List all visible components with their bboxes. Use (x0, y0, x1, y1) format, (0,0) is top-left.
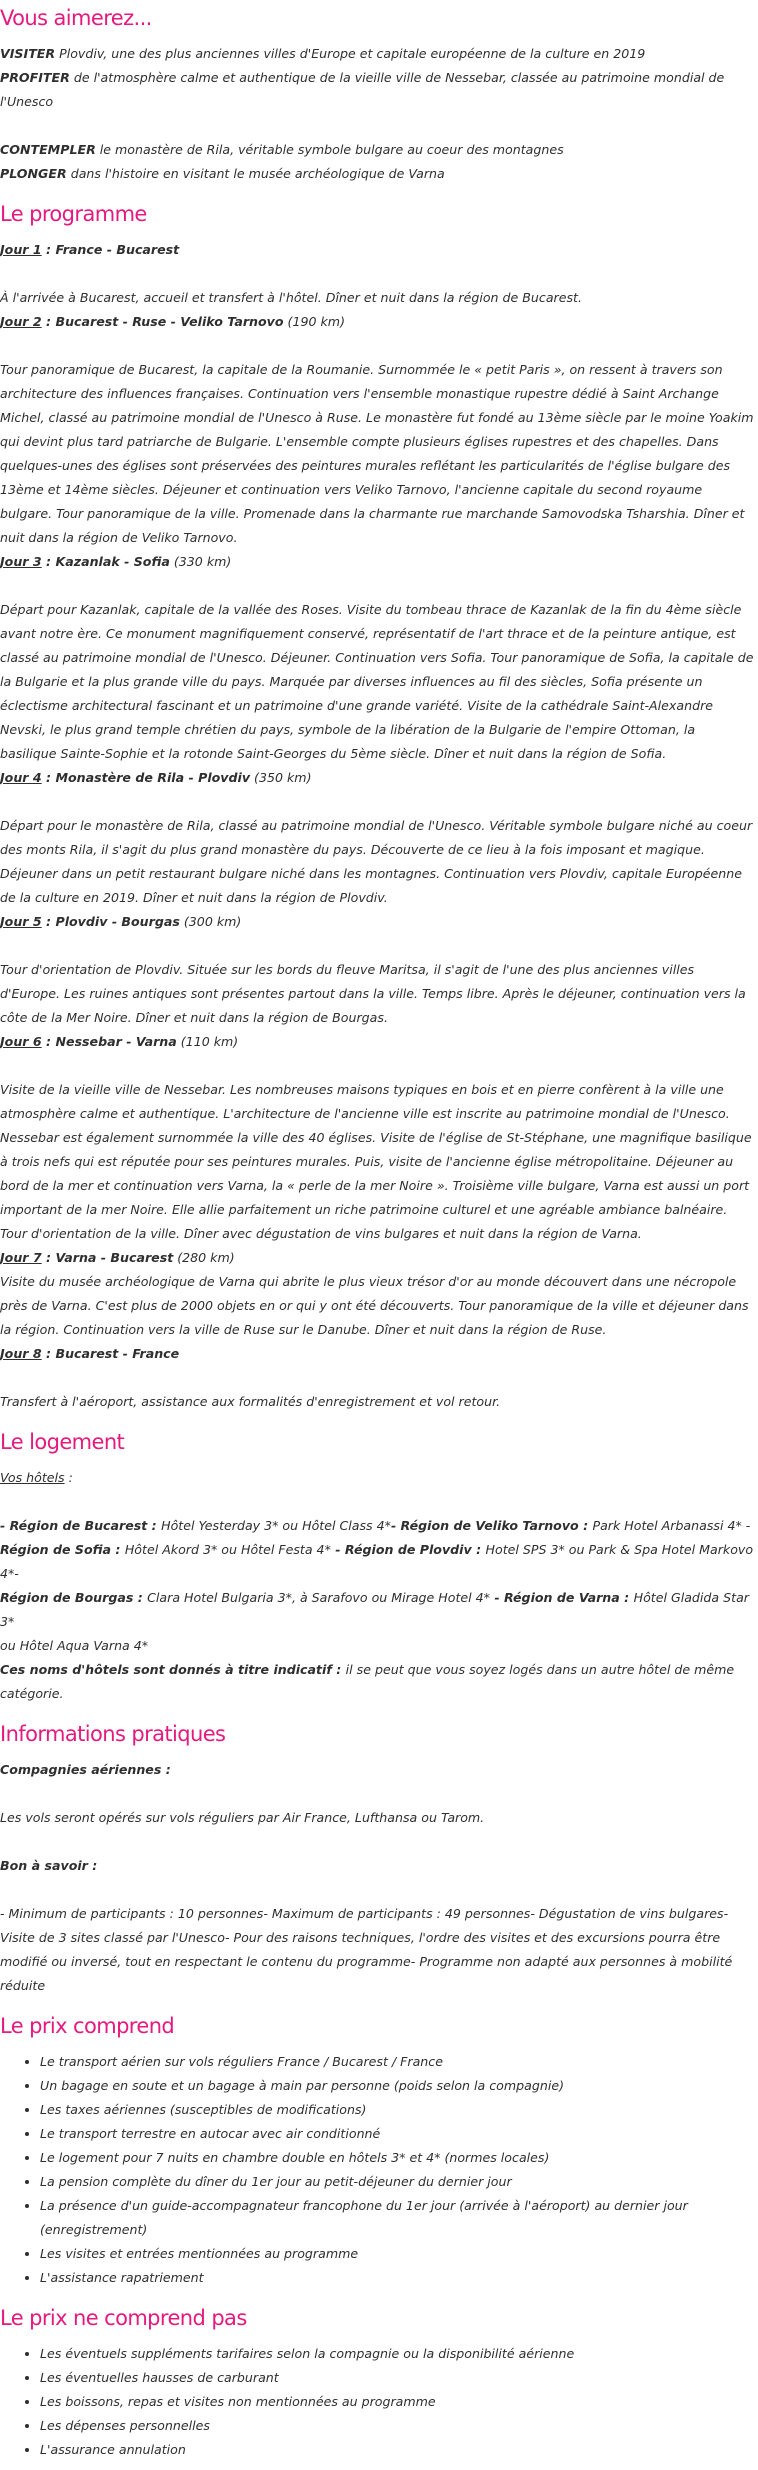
hotel-line: ou Hôtel Aqua Varna 4* (0, 1638, 149, 1653)
day-heading: Jour 2 : Bucarest - Ruse - Veliko Tarnovo (190 km) (0, 314, 345, 329)
comprend-list (40, 2050, 755, 2290)
infos-title: Informations pratiques (0, 1722, 226, 1746)
hotel-line: Région de Bourgas : Clara Hotel Bulgaria 3*, à Sarafovo ou Mirage Hotel 4* - Région de Varna : Hôtel Gladida Star 3* (0, 1590, 749, 1629)
list-item: • L'assurance annulation (40, 2438, 755, 2462)
day-heading: Jour 6 : Nessebar - Varna (110 km) (0, 1034, 239, 1049)
logement-title: Le logement (0, 1430, 125, 1454)
list-item: • Les visites et entrées mentionnées au programme (40, 2242, 755, 2266)
hotel-line: Région de Sofia : Hôtel Akord 3* ou Hôtel Festa 4* - Région de Plovdiv : Hotel SPS 3* ou Park & Spa Hotel Markovo 4*- (0, 1542, 754, 1581)
list-item: • Les éventuels suppléments tarifaires selon la compagnie ou la disponibilité aérienne (40, 2342, 755, 2366)
hotel-line: - Région de Bucarest : Hôtel Yesterday 3* ou Hôtel Class 4*- Région de Veliko Tarnovo : Park Hotel Arbanassi 4* - (0, 1518, 751, 1533)
know-text: - Minimum de participants : 10 personnes- Maximum de participants : 49 personnes- Dégustation de vins bulgares- Visite de 3 sites classé par l'Unesco- Pour des raisons techniques, l'ordre des visites et des excursions pourra être modifié ou inversé, tout en respectant le contenu du programme- Programme non adapté aux personnes à mobilité réduite (0, 1906, 733, 1993)
day-text: Transfert à l'aéroport, assistance aux formalités d'enregistrement et vol retour. (0, 1394, 501, 1409)
section-comprend (0, 2010, 755, 2290)
aimerez-item: CONTEMPLER le monastère de Rila, véritable symbole bulgare au coeur des montagnes (0, 142, 564, 157)
list-item: • Le logement pour 7 nuits en chambre double en hôtels 3* et 4* (normes locales) (40, 2146, 755, 2170)
day-text: Visite de la vieille ville de Nessebar. Les nombreuses maisons typiques en bois et en pierre confèrent à la ville une atmosphère calme et authentique. L'architecture de l'ancienne ville est inscrite au patrimoine mondial de l'Unesco. Nessebar est également surnommée la ville des 40 églises. Visite de l'église de St-Stéphane, une magnifique basilique à trois nefs qui est réputée pour ses peintures murales. Puis, visite de l'ancienne église métropolitaine. Déjeuner au bord de la mer et continuation vers Varna, la « perle de la mer Noire ». Troisième ville bulgare, Varna est aussi un port important de la mer Noire. Elle allie parfaitement un riche patrimoine culturel et une agréable ambiance balnéaire. Tour d'orientation de la ville. Dîner avec dégustation de vins bulgares et nuit dans la région de Varna. (0, 1082, 752, 1241)
airlines-label: Compagnies aériennes : (0, 1762, 171, 1777)
day-text: Tour d'orientation de Plovdiv. Située sur les bords du fleuve Maritsa, il s'agit de l'une des plus anciennes villes d'Europe. Les ruines antiques sont présentes partout dans la ville. Temps libre. Après le déjeuner, continuation vers la côte de la Mer Noire. Dîner et nuit dans la région de Bourgas. (0, 962, 746, 1025)
section-ne-comprend-pas (0, 2302, 755, 2462)
aimerez-title: Vous aimerez... (0, 6, 152, 30)
day-text: À l'arrivée à Bucarest, accueil et transfert à l'hôtel. Dîner et nuit dans la région de Bucarest. (0, 290, 582, 305)
list-item: • Un bagage en soute et un bagage à main par personne (poids selon la compagnie) (40, 2074, 755, 2098)
section-infos (0, 1718, 755, 1998)
comprend-title: Le prix comprend (0, 2014, 175, 2038)
know-label: Bon à savoir : (0, 1858, 98, 1873)
section-programme (0, 198, 755, 1414)
hotel-note: Ces noms d'hôtels sont donnés à titre indicatif : il se peut que vous soyez logés dans un autre hôtel de même catégorie. (0, 1662, 735, 1701)
day-heading: Jour 3 : Kazanlak - Sofia (330 km) (0, 554, 232, 569)
list-item: • L'assistance rapatriement (40, 2266, 755, 2290)
list-item: • La présence d'un guide-accompagnateur francophone du 1er jour (arrivée à l'aéroport) au dernier jour (enregistrement) (40, 2194, 755, 2242)
section-aimerez (0, 2, 755, 186)
list-item: • Le transport terrestre en autocar avec air conditionné (40, 2122, 755, 2146)
list-item: • Les taxes aériennes (susceptibles de modifications) (40, 2098, 755, 2122)
day-text: Visite du musée archéologique de Varna qui abrite le plus vieux trésor d'or au monde découvert dans une nécropole près de Varna. C'est plus de 2000 objets en or qui y ont été découverts. Tour panoramique de la ville et déjeuner dans la région. Continuation vers la ville de Ruse sur le Danube. Dîner et nuit dans la région de Ruse. (0, 1274, 749, 1337)
day-heading: Jour 4 : Monastère de Rila - Plovdiv (350 km) (0, 770, 312, 785)
day-heading: Jour 8 : Bucarest - France (0, 1346, 180, 1361)
aimerez-item: PLONGER dans l'histoire en visitant le musée archéologique de Varna (0, 166, 445, 181)
list-item: • Les dépenses personnelles (40, 2414, 755, 2438)
pas-list (40, 2342, 755, 2462)
airlines-text: Les vols seront opérés sur vols réguliers par Air France, Lufthansa ou Tarom. (0, 1810, 485, 1825)
aimerez-item: PROFITER de l'atmosphère calme et authentique de la vieille ville de Nessebar, classée au patrimoine mondial de l'Unesco (0, 70, 725, 109)
pas-title: Le prix ne comprend pas (0, 2306, 247, 2330)
aimerez-item: VISITER Plovdiv, une des plus anciennes villes d'Europe et capitale européenne de la culture en 2019 (0, 46, 646, 61)
day-text: Départ pour Kazanlak, capitale de la vallée des Roses. Visite du tombeau thrace de Kazanlak de la fin du 4ème siècle avant notre ère. Ce monument magnifiquement conservé, représentatif de l'art thrace et de la peinture antique, est classé au patrimoine mondial de l'Unesco. Déjeuner. Continuation vers Sofia. Tour panoramique de Sofia, la capitale de la Bulgarie et la plus grande ville du pays. Marquée par diverses influences au fil des siècles, Sofia présente un éclectisme architectural fascinant et un patrimoine d'une grande variété. Visite de la cathédrale Saint-Alexandre Nevski, le plus grand temple chrétien du pays, symbole de la libération de la Bulgarie de l'empire Ottoman, la basilique Sainte-Sophie et la rotonde Saint-Georges du 5ème siècle. Dîner et nuit dans la région de Sofia. (0, 602, 754, 761)
list-item: • Le transport aérien sur vols réguliers France / Bucarest / France (40, 2050, 755, 2074)
day-text: Tour panoramique de Bucarest, la capitale de la Roumanie. Surnommée le « petit Paris », on ressent à travers son architecture des influences françaises. Continuation vers l'ensemble monastique rupestre dédié à Saint Archange Michel, classé au patrimoine mondial de l'Unesco à Ruse. Le monastère fut fondé au 13ème siècle par le moine Yoakim qui devint plus tard patriarche de Bulgarie. L'ensemble compte plusieurs églises rupestres et des chapelles. Dans quelques-unes des églises sont préservées des peintures murales reflétant les particularités de l'église bulgare des 13ème et 14ème siècles. Déjeuner et continuation vers Veliko Tarnovo, l'ancienne capitale du second royaume bulgare. Tour panoramique de la ville. Promenade dans la charmante rue marchande Samovodska Tsharshia. Dîner et nuit dans la région de Veliko Tarnovo. (0, 362, 754, 545)
day-heading: Jour 7 : Varna - Bucarest (280 km) (0, 1250, 235, 1265)
day-heading: Jour 1 : France - Bucarest (0, 242, 180, 257)
day-text: Départ pour le monastère de Rila, classé au patrimoine mondial de l'Unesco. Véritable symbole bulgare niché au coeur des monts Rila, il s'agit du plus grand monastère du pays. Découverte de ce lieu à la fois imposant et magique. Déjeuner dans un petit restaurant bulgare niché dans les montagnes. Continuation vers Plovdiv, capitale Européenne de la culture en 2019. Dîner et nuit dans la région de Plovdiv. (0, 818, 753, 905)
logement-sub: Vos hôtels : (0, 1470, 73, 1485)
list-item: • Les boissons, repas et visites non mentionnées au programme (40, 2390, 755, 2414)
section-logement (0, 1426, 755, 1706)
list-item: • Les éventuelles hausses de carburant (40, 2366, 755, 2390)
list-item: • La pension complète du dîner du 1er jour au petit-déjeuner du dernier jour (40, 2170, 755, 2194)
day-heading: Jour 5 : Plovdiv - Bourgas (300 km) (0, 914, 242, 929)
programme-title: Le programme (0, 202, 147, 226)
